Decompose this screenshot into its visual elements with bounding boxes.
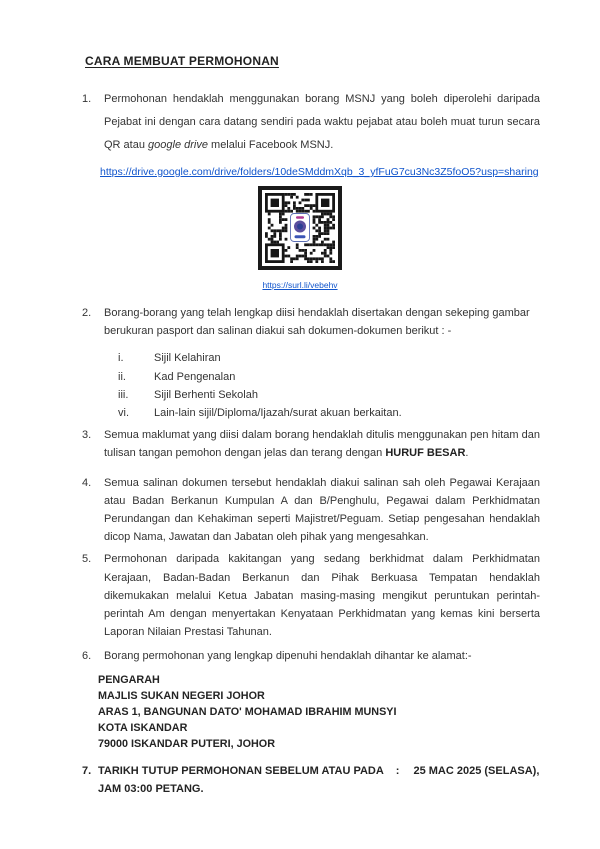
closing-date-colon: : (395, 764, 400, 777)
subitem-text: Sijil Kelahiran (154, 352, 221, 365)
document-subitem (118, 404, 600, 422)
subitem-numeral: vi. (118, 407, 129, 420)
item-text (104, 88, 540, 157)
subitem-text: Kad Pengenalan (154, 370, 236, 383)
item3-text-before: Semua maklumat yang diisi dalam borang hendaklah ditulis menggunakan pen hitam dan tulisan tangan pemohon dengan jelas dan terang dengan (104, 429, 540, 460)
item3-text-after: . (465, 447, 469, 460)
msnj-crest-logo (291, 214, 310, 242)
document-subitem (118, 349, 600, 367)
subitem-numeral: i. (118, 352, 124, 365)
subitem-numeral: ii. (118, 370, 126, 383)
item-number: 6. (82, 650, 92, 663)
item-number: 5. (82, 553, 92, 566)
item-number: 7. (82, 764, 92, 777)
item-text (104, 426, 540, 462)
address-line-city: 79000 ISKANDAR PUTERI, JOHOR (98, 737, 275, 750)
item-number: 3. (82, 429, 92, 442)
item-text: Borang permohonan yang lengkap dipenuhi hendaklah dihantar ke alamat:- (104, 650, 472, 663)
item1-italic-phrase: google drive (148, 139, 208, 151)
item1-text-before: Permohonan hendaklah menggunakan borang MSNJ yang boleh diperolehi daripada Pejabat ini dengan cara datang sendiri pada waktu pejabat atau boleh muat turun secara QR atau (104, 93, 540, 151)
closing-date-label: TARIKH TUTUP PERMOHONAN SEBELUM ATAU PADA (98, 764, 384, 777)
subitem-text: Lain-lain sijil/Diploma/Ijazah/surat akuan berkaitan. (154, 407, 402, 420)
qr-code-pattern (265, 193, 335, 263)
item3-bold-phrase: HURUF BESAR (385, 447, 466, 460)
item-number: 2. (82, 307, 92, 319)
qr-short-link[interactable]: https://surl.li/vebehv (262, 280, 338, 290)
instruction-item-4 (80, 474, 540, 547)
address-line-organization: MAJLIS SUKAN NEGERI JOHOR (98, 689, 265, 702)
item1-text-after: melalui Facebook MSNJ. (207, 139, 334, 151)
instruction-item-7 (80, 762, 540, 798)
item-text: Semua salinan dokumen tersebut hendaklah diakui salinan sah oleh Pegawai Kerajaan atau Badan Berkanun Kumpulan A dan B/Penghulu, Pegawai dalam Perkhidmatan Perundangan dan Kehakiman seperti Majistret/Peguam. Setiap pengesahan hendaklah dicop Nama, Jawatan dan Jabatan oleh pihak yang mengesahkan. (104, 476, 540, 544)
document-sublist (0, 349, 600, 422)
document-subitem (118, 368, 600, 386)
qr-caption-row (0, 279, 600, 291)
instruction-item-5 (80, 550, 540, 641)
item-number: 4. (82, 476, 92, 489)
section-title: CARA MEMBUAT PERMOHONAN (85, 54, 279, 68)
closing-date-value: 25 MAC 2025 (SELASA), JAM 03:00 PETANG. (98, 764, 540, 795)
item-text: Permohonan daripada kakitangan yang sedang berkhidmat dalam Perkhidmatan Kerajaan, Badan-Badan Berkanun dan Pihak Berkuasa Tempatan hendaklah dikemukakan melalui Ketua Jabatan masing-masing mengikut peruntukan perintah-perintah Am dengan menyertakan Kenyataan Perkhidmatan yang kemas kini berserta Laporan Nilaian Prestasi Tahunan. (104, 553, 540, 639)
document-subitem (118, 386, 600, 404)
instruction-item-3 (80, 426, 540, 462)
qr-code-image (258, 186, 342, 270)
address-line-area: KOTA ISKANDAR (98, 721, 188, 734)
mailing-address (98, 672, 600, 752)
instruction-item-2 (80, 304, 540, 340)
address-line-building: ARAS 1, BANGUNAN DATO' MOHAMAD IBRAHIM MUNSYI (98, 705, 397, 718)
instruction-item-1 (80, 88, 540, 157)
address-line-recipient: PENGARAH (98, 673, 160, 686)
subitem-numeral: iii. (118, 388, 129, 401)
item-number: 1. (82, 93, 92, 105)
google-drive-link[interactable]: https://drive.google.com/drive/folders/10deSMddmXqb_3_yfFuG7cu3Nc3Z5foO5?usp=sharing (100, 166, 539, 178)
drive-link-row (100, 166, 600, 178)
item-text: Borang-borang yang telah lengkap diisi hendaklah disertakan dengan sekeping gambar berukuran pasport dan salinan diakui sah dokumen-dokumen berikut : - (104, 307, 530, 338)
subitem-text: Sijil Berhenti Sekolah (154, 388, 258, 401)
closing-date-text (98, 762, 540, 798)
instruction-item-6 (80, 647, 540, 665)
